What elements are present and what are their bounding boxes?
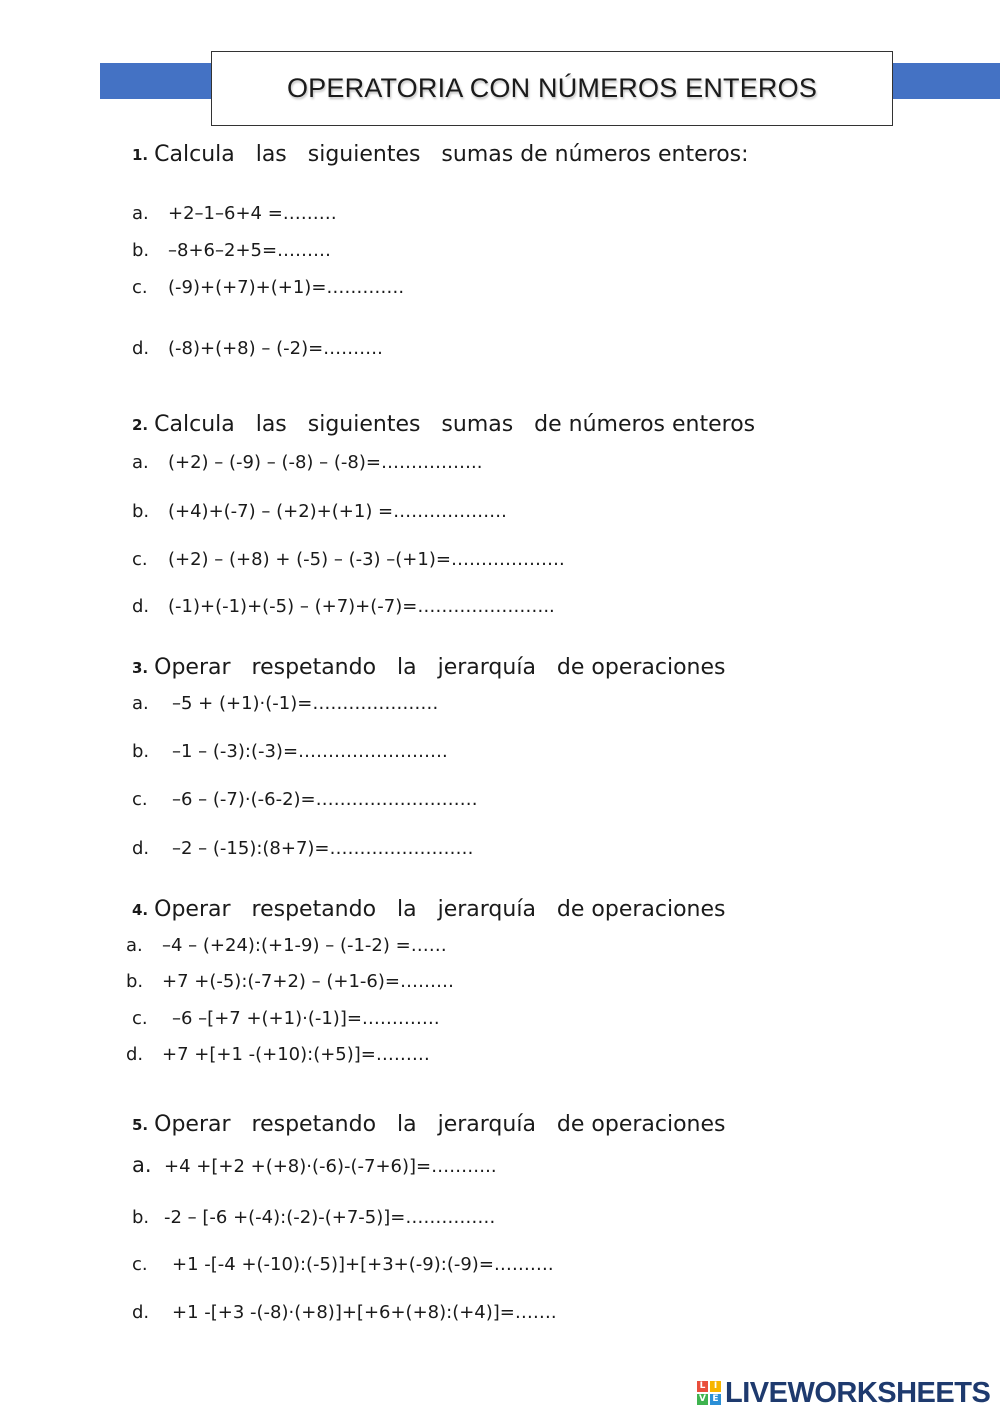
item-label: d. bbox=[132, 596, 150, 617]
question-1 bbox=[132, 142, 749, 167]
list-item bbox=[132, 1008, 440, 1029]
item-expression: (+4)+(-7) – (+2)+(+1) =………………. bbox=[168, 501, 507, 522]
question-text: Operar respetando la jerarquía de operaciones bbox=[154, 897, 726, 922]
list-item bbox=[132, 789, 478, 810]
logo-mark-icon bbox=[697, 1381, 721, 1405]
item-expression: –5 + (+1)·(-1)=………………… bbox=[172, 693, 439, 714]
logo-mark-letter: V bbox=[697, 1394, 708, 1405]
item-label: b. bbox=[132, 240, 150, 261]
item-expression: +7 +(-5):(-7+2) – (+1-6)=……… bbox=[162, 971, 454, 992]
question-4 bbox=[132, 897, 726, 922]
item-expression: +4 +[+2 +(+8)·(-6)-(-7+6)]=……….. bbox=[164, 1156, 497, 1177]
list-item bbox=[132, 549, 565, 570]
item-expression: +2–1–6+4 =……… bbox=[168, 203, 337, 224]
list-item bbox=[132, 501, 507, 522]
title-box bbox=[211, 51, 893, 126]
item-expression: –8+6–2+5=……… bbox=[168, 240, 332, 261]
item-expression: (+2) – (-9) – (-8) – (-8)=…………….. bbox=[168, 452, 483, 473]
item-expression: (-8)+(+8) – (-2)=………. bbox=[168, 338, 383, 359]
question-text: Calcula las siguientes sumas de números enteros: bbox=[154, 142, 749, 167]
list-item bbox=[126, 1044, 430, 1065]
question-text: Calcula las siguientes sumas de números enteros bbox=[154, 412, 756, 437]
question-number: 5. bbox=[132, 1116, 149, 1134]
item-expression: –4 – (+24):(+1-9) – (-1-2) =…… bbox=[162, 935, 447, 956]
list-item bbox=[126, 935, 447, 956]
item-expression: –6 – (-7)·(-6-2)=……………………… bbox=[172, 789, 478, 810]
question-number: 4. bbox=[132, 901, 149, 919]
logo-text: LIVEWORKSHEETS bbox=[725, 1376, 991, 1409]
page-title: OPERATORIA CON NÚMEROS ENTEROS bbox=[286, 73, 818, 103]
logo-mark-letter: E bbox=[710, 1394, 721, 1405]
item-label: d. bbox=[132, 338, 150, 359]
question-3 bbox=[132, 655, 726, 680]
item-label: b. bbox=[132, 741, 150, 762]
item-label: a. bbox=[132, 693, 149, 714]
item-expression: +1 -[+3 -(-8)·(+8)]+[+6+(+8):(+4)]=……. bbox=[172, 1302, 557, 1323]
list-item bbox=[132, 1302, 557, 1323]
question-text: Operar respetando la jerarquía de operaciones bbox=[154, 655, 726, 680]
item-label: b. bbox=[132, 1207, 150, 1228]
item-label: d. bbox=[126, 1044, 144, 1065]
item-expression: –2 – (-15):(8+7)=…………………… bbox=[172, 838, 474, 859]
logo-mark-letter: L bbox=[697, 1381, 708, 1392]
list-item bbox=[132, 338, 383, 359]
item-label: a. bbox=[132, 452, 149, 473]
item-label: c. bbox=[132, 1008, 148, 1029]
item-expression: (-1)+(-1)+(-5) – (+7)+(-7)=………………….. bbox=[168, 596, 555, 617]
item-expression: +1 -[-4 +(-10):(-5)]+[+3+(-9):(-9)=………. bbox=[172, 1254, 554, 1275]
question-number: 3. bbox=[132, 659, 149, 677]
list-item bbox=[132, 240, 331, 261]
list-item bbox=[132, 838, 474, 859]
question-number: 1. bbox=[132, 146, 149, 164]
item-expression: –1 – (-3):(-3)=……………………. bbox=[172, 741, 448, 762]
item-label: d. bbox=[132, 1302, 150, 1323]
question-text: Operar respetando la jerarquía de operaciones bbox=[154, 1112, 726, 1137]
list-item bbox=[132, 693, 438, 714]
item-expression: +7 +[+1 -(+10):(+5)]=……… bbox=[162, 1044, 430, 1065]
header-band-right bbox=[892, 63, 1000, 99]
header-band-left bbox=[100, 63, 212, 99]
item-label: b. bbox=[132, 501, 150, 522]
item-label: b. bbox=[126, 971, 144, 992]
item-label: c. bbox=[132, 277, 148, 298]
list-item bbox=[132, 452, 482, 473]
item-expression: -2 – [-6 +(-4):(-2)-(+7-5)]=…………… bbox=[164, 1207, 496, 1228]
item-label: a. bbox=[126, 935, 143, 956]
item-label: d. bbox=[132, 838, 150, 859]
list-item bbox=[132, 203, 337, 224]
question-2 bbox=[132, 412, 755, 437]
list-item bbox=[132, 741, 448, 762]
item-label: c. bbox=[132, 1254, 148, 1275]
item-label: c. bbox=[132, 549, 148, 570]
list-item bbox=[132, 1207, 495, 1228]
list-item bbox=[132, 1153, 497, 1177]
list-item bbox=[126, 971, 454, 992]
item-label: c. bbox=[132, 789, 148, 810]
item-expression: –6 –[+7 +(+1)·(-1)]=…………. bbox=[172, 1008, 440, 1029]
question-number: 2. bbox=[132, 416, 149, 434]
question-5 bbox=[132, 1112, 726, 1137]
liveworksheets-logo[interactable] bbox=[697, 1377, 990, 1409]
item-expression: (+2) – (+8) + (-5) – (-3) –(+1)=………………. bbox=[168, 549, 565, 570]
item-expression: (-9)+(+7)+(+1)=…………. bbox=[168, 277, 405, 298]
item-label: a. bbox=[132, 1153, 152, 1177]
logo-mark-letter: I bbox=[710, 1381, 721, 1392]
list-item bbox=[132, 596, 555, 617]
list-item bbox=[132, 277, 404, 298]
item-label: a. bbox=[132, 203, 149, 224]
list-item bbox=[132, 1254, 554, 1275]
